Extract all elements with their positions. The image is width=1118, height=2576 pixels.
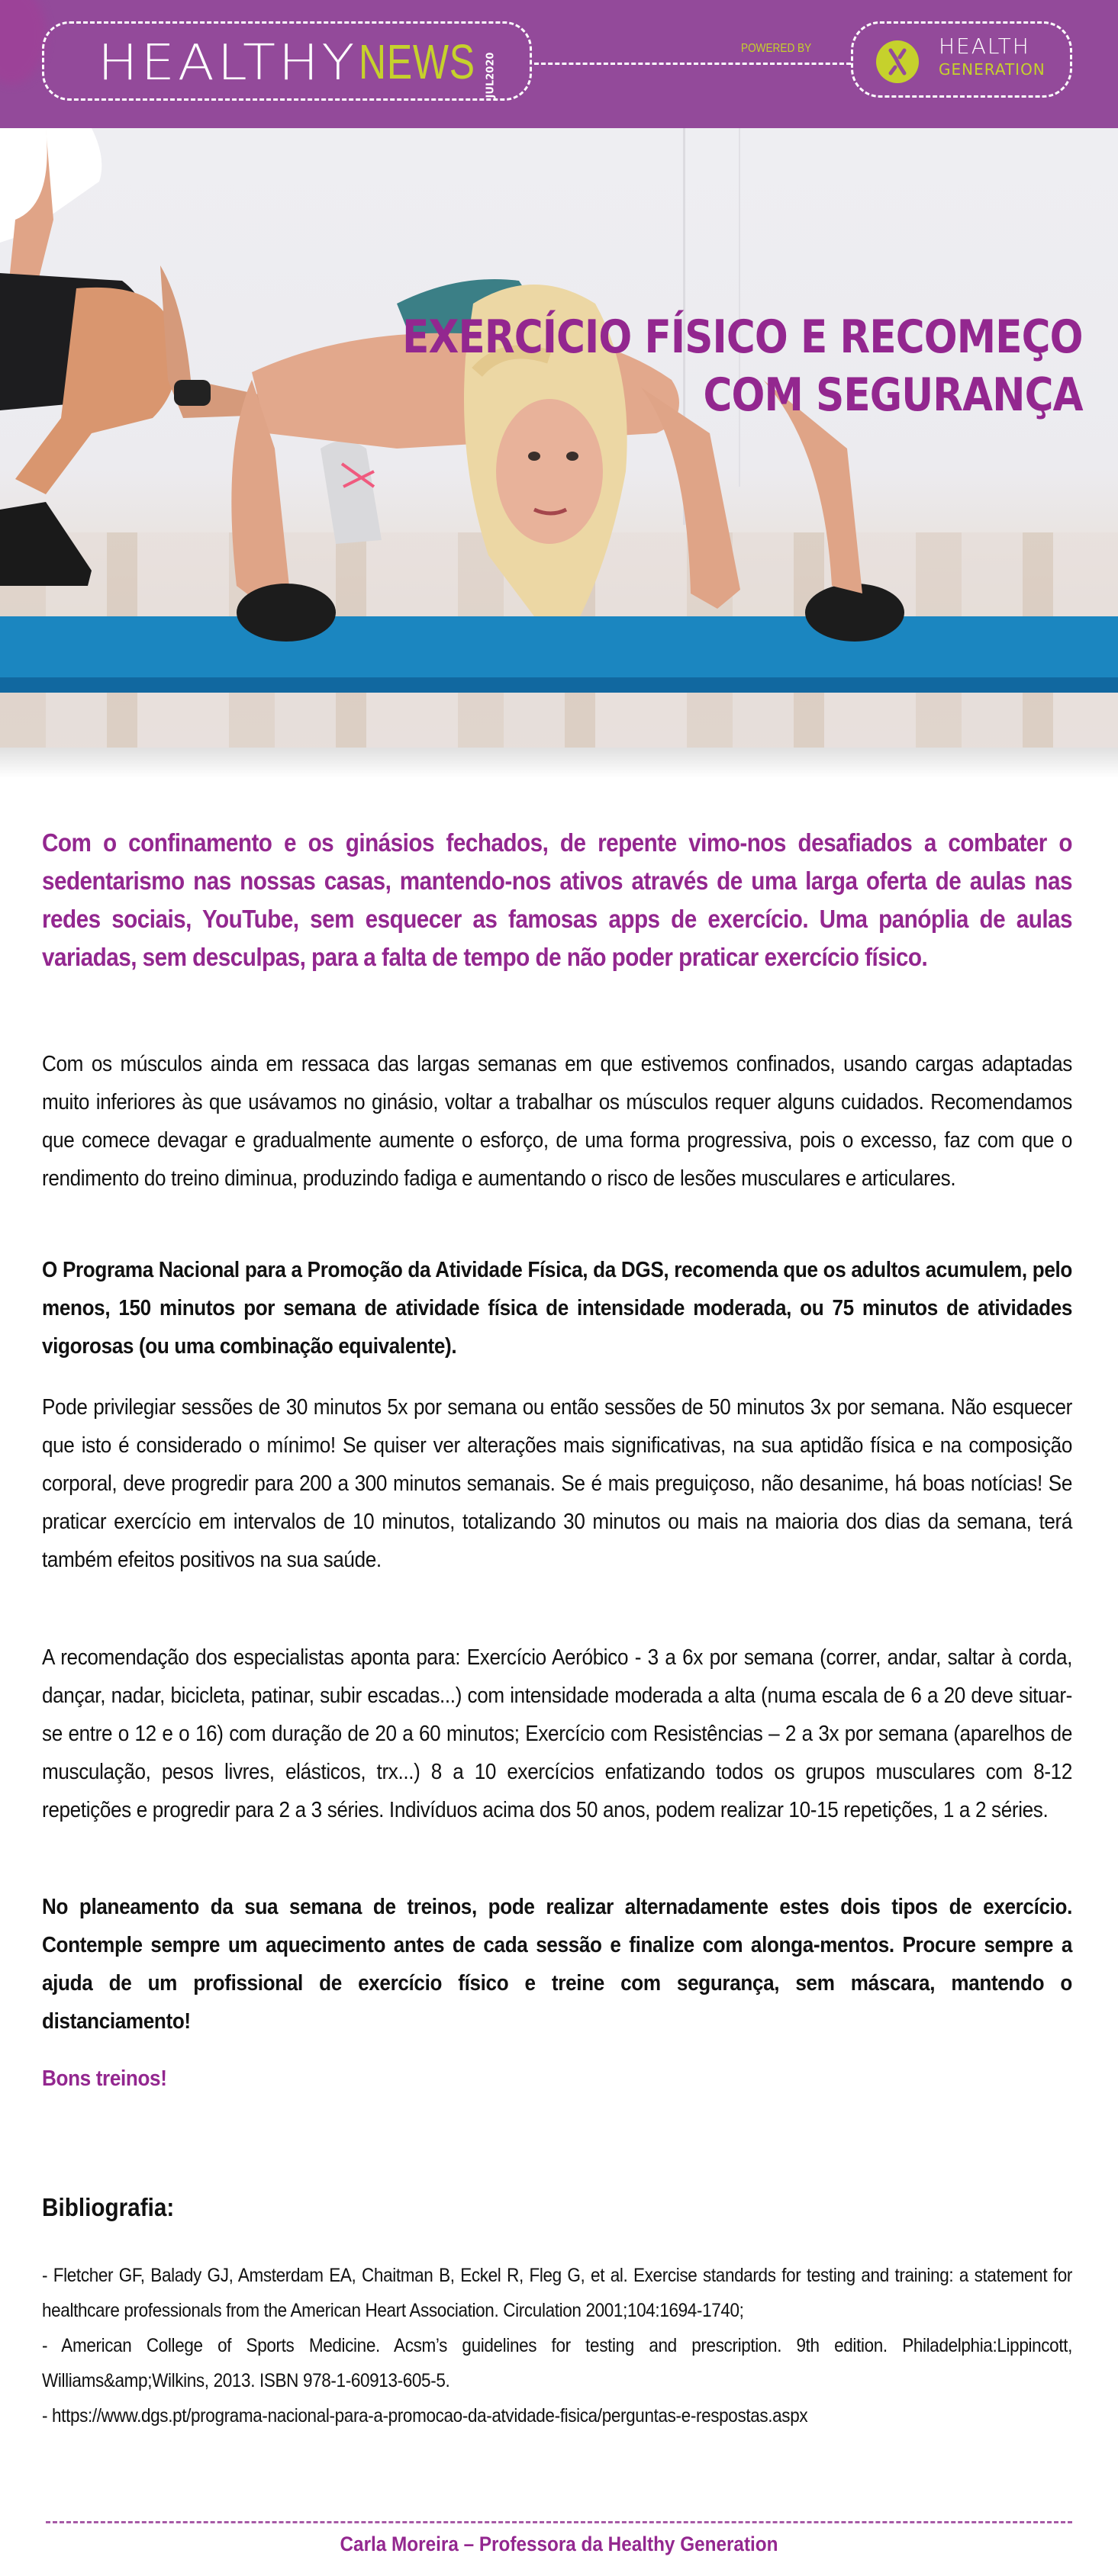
health-generation-icon xyxy=(876,40,919,83)
paragraph-5 xyxy=(42,1888,1118,2041)
bibliography-heading: Bibliografia: xyxy=(42,2193,175,2221)
powered-by-label: POWERED BY xyxy=(741,42,812,55)
partner-name-line1: HEALTH xyxy=(939,34,1030,59)
healthy-news-logo xyxy=(42,21,532,101)
article-title xyxy=(402,308,1083,424)
lead-paragraph xyxy=(42,824,1118,976)
dashed-connector xyxy=(534,63,851,65)
lead-text: Com o confinamento e os ginásios fechados, de repente vimo-nos desafiados a combater o sedentarismo nas nossas casas, mantendo-nos ativos através de uma larga oferta de aulas nas redes sociais, YouTube, sem esquecer as famosas apps de exercício. Uma panóplia de aulas variadas, sem desculpas, para a falta de tempo de não poder praticar exercício físico. xyxy=(42,828,1072,971)
paragraph-text: O Programa Nacional para a Promoção da Atividade Física, da DGS, recomenda que os adultos acumulem, pelo menos, 150 minutos por semana de atividade física de intensidade moderada, ou 75 minutos de atividades vigorosas (ou uma combinação equivalente). xyxy=(42,1258,1072,1359)
paragraph-1 xyxy=(42,1045,1118,1198)
edition-date: JUL2020 xyxy=(485,52,497,98)
closing-text: Bons treinos! xyxy=(42,2066,167,2091)
title-line-2: COM SEGURANÇA xyxy=(703,368,1083,422)
paragraph-text: No planeamento da sua semana de treinos, pode realizar alternadamente estes dois tipos de exercício. Contemple sempre um aquecimento antes de cada sessão e finalize com alonga-mentos. Procure sempre a ajuda de um profissional de exercício físico e treine com segurança, sem máscara, mantendo o distanciamento! xyxy=(42,1895,1072,2034)
hero-shadow xyxy=(0,748,1118,778)
paragraph-3 xyxy=(42,1388,1118,1579)
bibliography-title xyxy=(42,2193,189,2222)
title-line-1: EXERCÍCIO FÍSICO E RECOMEÇO xyxy=(402,310,1083,364)
paragraph-2 xyxy=(42,1251,1118,1365)
footer-divider xyxy=(46,2521,1072,2523)
health-generation-logo xyxy=(851,21,1072,98)
newsletter-header xyxy=(0,0,1118,128)
partner-name-line2: GENERATION xyxy=(939,60,1046,79)
hero-illustration xyxy=(0,128,1118,748)
logo-healthy-text: HEALTHY xyxy=(98,34,358,92)
closing xyxy=(42,2060,1118,2098)
bibliography-link[interactable]: - https://www.dgs.pt/programa-nacional-para-a-promocao-da-atvidade-fisica/perguntas-e-respostas.aspx xyxy=(42,2405,808,2426)
paragraph-text: A recomendação dos especialistas aponta para: Exercício Aeróbico - 3 a 6x por semana (correr, andar, saltar à corda, dançar, nadar, bicicleta, patinar, subir escadas...) com intensidade moderada a alta (numa escala de 6 a 20 deve situar-se entre o 12 e o 16) com duração de 20 a 60 minutos; Exercício com Resistências – 2 a 3x por semana (aparelhos de musculação, pesos livres, elásticos, trx...) 8 a 10 exercícios enfatizando todos os grupos musculares com 8-12 repetições e progredir para 2 a 3 séries. Indivíduos acima dos 50 anos, podem realizar 10-15 repetições, 1 a 2 séries. xyxy=(42,1645,1072,1822)
paragraph-4 xyxy=(42,1639,1118,1829)
bibliography-list xyxy=(42,2258,1118,2433)
bibliography-item: - Fletcher GF, Balady GJ, Amsterdam EA, Chaitman B, Eckel R, Fleg G, et al. Exercise standards for testing and training: a statement for healthcare professionals from the American Heart Association. Circulation 2001;104:1694-1740; xyxy=(42,2265,1072,2321)
paragraph-text: Pode privilegiar sessões de 30 minutos 5x por semana ou então sessões de 50 minutos 3x por semana. Não esquecer que isto é considerado o mínimo! Se quiser ver alterações mais significativas, na sua aptidão física e na composição corporal, deve progredir para 200 a 300 minutos semanais. Se é mais preguiçoso, não desanime, há boas notícias! Se praticar exercício em intervalos de 10 minutos, totalizando 30 minutos ou mais na maioria dos dias da semana, terá também efeitos positivos na sua saúde. xyxy=(42,1395,1072,1572)
logo-news-text: NEWS xyxy=(359,34,475,89)
paragraph-text: Com os músculos ainda em ressaca das largas semanas em que estivemos confinados, usando cargas adaptadas muito inferiores às que usávamos no ginásio, voltar a trabalhar os músculos requer alguns cuidados. Recomendamos que comece devagar e gradualmente aumente o esforço, de uma forma progressiva, pois o excesso, faz com que o rendimento do treino diminua, produzindo fadiga e aumentando o risco de lesões musculares e articulares. xyxy=(42,1052,1072,1191)
author-credit: Carla Moreira – Professora da Healthy Generation xyxy=(340,2533,778,2555)
hero-image xyxy=(0,128,1118,748)
header-decoration xyxy=(0,0,46,84)
bibliography-item: - American College of Sports Medicine. Acsm’s guidelines for testing and prescription. 9th edition. Philadelphia:Lippincott, Williams&amp;Wilkins, 2013. ISBN 978-1-60913-605-5. xyxy=(42,2335,1072,2391)
